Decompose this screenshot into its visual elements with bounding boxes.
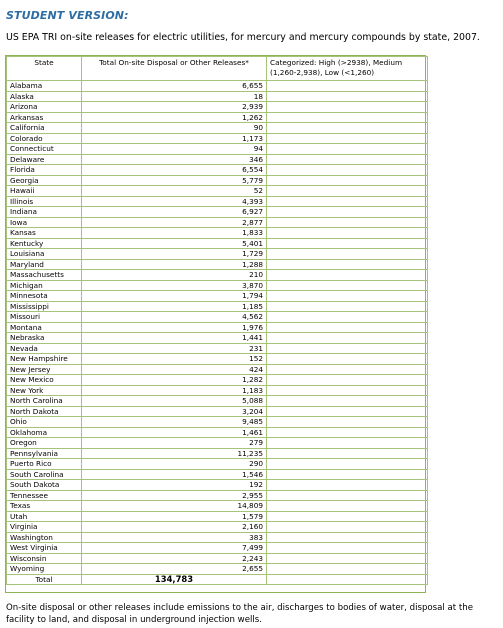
state-cell: Arizona (7, 102, 82, 113)
table-row (7, 238, 428, 249)
state-cell: Alabama (7, 81, 82, 92)
mercury-releases-table (6, 56, 428, 585)
category-cell[interactable] (267, 165, 428, 176)
release-value-cell: 1,976 (82, 322, 267, 333)
column-header-state: State (7, 57, 82, 81)
category-cell[interactable] (267, 564, 428, 575)
category-cell[interactable] (267, 217, 428, 228)
total-category-cell (267, 574, 428, 585)
category-cell[interactable] (267, 459, 428, 470)
state-cell: Pennsylvania (7, 448, 82, 459)
table-body (7, 81, 428, 585)
category-cell[interactable] (267, 91, 428, 102)
release-value-cell: 90 (82, 123, 267, 134)
release-value-cell: 1,173 (82, 133, 267, 144)
category-cell[interactable] (267, 133, 428, 144)
category-cell[interactable] (267, 532, 428, 543)
category-cell[interactable] (267, 81, 428, 92)
release-value-cell: 7,499 (82, 543, 267, 554)
table-row (7, 196, 428, 207)
state-cell: Delaware (7, 154, 82, 165)
table-row (7, 532, 428, 543)
state-cell: Massachusetts (7, 270, 82, 281)
state-cell: New Mexico (7, 375, 82, 386)
release-value-cell: 2,243 (82, 553, 267, 564)
table-row (7, 322, 428, 333)
table-row (7, 396, 428, 407)
table-row (7, 438, 428, 449)
state-cell: Wyoming (7, 564, 82, 575)
table-row (7, 175, 428, 186)
table-header-row (7, 57, 428, 81)
release-value-cell: 5,401 (82, 238, 267, 249)
state-cell: Virginia (7, 522, 82, 533)
category-cell[interactable] (267, 406, 428, 417)
release-value-cell: 14,809 (82, 501, 267, 512)
category-cell[interactable] (267, 186, 428, 197)
table-row (7, 543, 428, 554)
release-value-cell: 1,183 (82, 385, 267, 396)
category-cell[interactable] (267, 396, 428, 407)
table-row (7, 154, 428, 165)
category-cell[interactable] (267, 448, 428, 459)
state-cell: Montana (7, 322, 82, 333)
state-cell: California (7, 123, 82, 134)
state-cell: Nevada (7, 343, 82, 354)
release-value-cell: 2,877 (82, 217, 267, 228)
state-cell: Wisconsin (7, 553, 82, 564)
category-cell[interactable] (267, 259, 428, 270)
total-label: Total (7, 574, 82, 585)
release-value-cell: 424 (82, 364, 267, 375)
page-heading: STUDENT VERSION: (6, 9, 129, 22)
total-row (7, 574, 428, 585)
release-value-cell: 5,088 (82, 396, 267, 407)
state-cell: Alaska (7, 91, 82, 102)
release-value-cell: 383 (82, 532, 267, 543)
table-row (7, 417, 428, 428)
release-value-cell: 1,579 (82, 511, 267, 522)
category-cell[interactable] (267, 364, 428, 375)
table-row (7, 511, 428, 522)
category-cell[interactable] (267, 480, 428, 491)
table-row (7, 102, 428, 113)
release-value-cell: 9,485 (82, 417, 267, 428)
category-cell[interactable] (267, 354, 428, 365)
column-header-category: Categorized: High (>2938), Medium (1,260-2,938), Low (<1,260) (267, 57, 428, 81)
table-row (7, 144, 428, 155)
category-cell[interactable] (267, 196, 428, 207)
table-row (7, 364, 428, 375)
release-value-cell: 52 (82, 186, 267, 197)
release-value-cell: 1,185 (82, 301, 267, 312)
table-row (7, 375, 428, 386)
state-cell: Mississippi (7, 301, 82, 312)
table-row (7, 301, 428, 312)
table-row (7, 333, 428, 344)
release-value-cell: 6,655 (82, 81, 267, 92)
state-cell: Texas (7, 501, 82, 512)
category-cell[interactable] (267, 291, 428, 302)
category-cell[interactable] (267, 511, 428, 522)
state-cell: Colorado (7, 133, 82, 144)
state-cell: Indiana (7, 207, 82, 218)
mercury-releases-table-container (5, 55, 426, 593)
release-value-cell: 1,461 (82, 427, 267, 438)
state-cell: New Jersey (7, 364, 82, 375)
category-cell[interactable] (267, 522, 428, 533)
table-row (7, 564, 428, 575)
state-cell: Georgia (7, 175, 82, 186)
table-row (7, 186, 428, 197)
release-value-cell: 152 (82, 354, 267, 365)
state-cell: Illinois (7, 196, 82, 207)
release-value-cell: 2,955 (82, 490, 267, 501)
category-cell[interactable] (267, 102, 428, 113)
category-cell[interactable] (267, 501, 428, 512)
release-value-cell: 210 (82, 270, 267, 281)
category-cell[interactable] (267, 343, 428, 354)
release-value-cell: 2,655 (82, 564, 267, 575)
state-cell: Iowa (7, 217, 82, 228)
category-cell[interactable] (267, 312, 428, 323)
release-value-cell: 18 (82, 91, 267, 102)
release-value-cell: 4,562 (82, 312, 267, 323)
category-cell[interactable] (267, 249, 428, 260)
category-cell[interactable] (267, 427, 428, 438)
category-cell[interactable] (267, 301, 428, 312)
release-value-cell: 346 (82, 154, 267, 165)
table-row (7, 448, 428, 459)
category-cell[interactable] (267, 490, 428, 501)
release-value-cell: 1,833 (82, 228, 267, 239)
release-value-cell: 1,262 (82, 112, 267, 123)
table-row (7, 259, 428, 270)
category-cell[interactable] (267, 207, 428, 218)
release-value-cell: 1,794 (82, 291, 267, 302)
table-row (7, 480, 428, 491)
state-cell: Utah (7, 511, 82, 522)
release-value-cell: 2,939 (82, 102, 267, 113)
state-cell: New Hampshire (7, 354, 82, 365)
release-value-cell: 231 (82, 343, 267, 354)
table-row (7, 207, 428, 218)
table-row (7, 270, 428, 281)
state-cell: Nebraska (7, 333, 82, 344)
category-cell[interactable] (267, 154, 428, 165)
category-cell[interactable] (267, 112, 428, 123)
category-cell[interactable] (267, 417, 428, 428)
table-row (7, 469, 428, 480)
state-cell: Puerto Rico (7, 459, 82, 470)
table-row (7, 501, 428, 512)
state-cell: South Dakota (7, 480, 82, 491)
state-cell: North Dakota (7, 406, 82, 417)
table-row (7, 291, 428, 302)
category-cell[interactable] (267, 333, 428, 344)
release-value-cell: 1,282 (82, 375, 267, 386)
release-value-cell: 192 (82, 480, 267, 491)
release-value-cell: 6,554 (82, 165, 267, 176)
release-value-cell: 94 (82, 144, 267, 155)
release-value-cell: 6,927 (82, 207, 267, 218)
category-cell[interactable] (267, 228, 428, 239)
state-cell: Kentucky (7, 238, 82, 249)
table-row (7, 112, 428, 123)
release-value-cell: 1,729 (82, 249, 267, 260)
table-row (7, 343, 428, 354)
state-cell: New York (7, 385, 82, 396)
state-cell: South Carolina (7, 469, 82, 480)
state-cell: Maryland (7, 259, 82, 270)
category-cell[interactable] (267, 385, 428, 396)
table-row (7, 133, 428, 144)
state-cell: Missouri (7, 312, 82, 323)
state-cell: Michigan (7, 280, 82, 291)
state-cell: Arkansas (7, 112, 82, 123)
release-value-cell: 279 (82, 438, 267, 449)
table-row (7, 91, 428, 102)
table-row (7, 522, 428, 533)
category-cell[interactable] (267, 322, 428, 333)
state-cell: Louisiana (7, 249, 82, 260)
table-row (7, 81, 428, 92)
category-cell[interactable] (267, 270, 428, 281)
table-row (7, 249, 428, 260)
table-row (7, 217, 428, 228)
state-cell: Hawaii (7, 186, 82, 197)
release-value-cell: 3,870 (82, 280, 267, 291)
release-value-cell: 5,779 (82, 175, 267, 186)
category-cell[interactable] (267, 280, 428, 291)
state-cell: Minnesota (7, 291, 82, 302)
state-cell: Tennessee (7, 490, 82, 501)
table-row (7, 553, 428, 564)
state-cell: Florida (7, 165, 82, 176)
category-cell[interactable] (267, 469, 428, 480)
category-cell[interactable] (267, 553, 428, 564)
state-cell: Connecticut (7, 144, 82, 155)
table-row (7, 427, 428, 438)
release-value-cell: 1,441 (82, 333, 267, 344)
table-row (7, 385, 428, 396)
table-row (7, 354, 428, 365)
table-row (7, 459, 428, 470)
state-cell: Washington (7, 532, 82, 543)
state-cell: Oregon (7, 438, 82, 449)
table-row (7, 228, 428, 239)
category-cell[interactable] (267, 175, 428, 186)
state-cell: Ohio (7, 417, 82, 428)
release-value-cell: 11,235 (82, 448, 267, 459)
table-row (7, 490, 428, 501)
state-cell: Oklahoma (7, 427, 82, 438)
category-cell[interactable] (267, 238, 428, 249)
release-value-cell: 2,160 (82, 522, 267, 533)
release-value-cell: 1,546 (82, 469, 267, 480)
table-row (7, 406, 428, 417)
state-cell: Kansas (7, 228, 82, 239)
release-value-cell: 290 (82, 459, 267, 470)
category-cell[interactable] (267, 543, 428, 554)
table-row (7, 123, 428, 134)
state-cell: West Virginia (7, 543, 82, 554)
footnote: On-site disposal or other releases include emissions to the air, discharges to bodies of water, disposal at the facility to land, and disposal in underground injection wells. (6, 603, 473, 625)
state-cell: North Carolina (7, 396, 82, 407)
release-value-cell: 1,288 (82, 259, 267, 270)
table-row (7, 165, 428, 176)
category-cell[interactable] (267, 144, 428, 155)
table-row (7, 280, 428, 291)
column-header-total-releases: Total On-site Disposal or Other Releases* (82, 57, 267, 81)
category-cell[interactable] (267, 375, 428, 386)
category-cell[interactable] (267, 438, 428, 449)
table-row (7, 312, 428, 323)
release-value-cell: 4,393 (82, 196, 267, 207)
release-value-cell: 3,204 (82, 406, 267, 417)
total-value: 134,783 (82, 574, 267, 585)
category-cell[interactable] (267, 123, 428, 134)
table-caption: US EPA TRI on-site releases for electric utilities, for mercury and mercury compounds by state, 2007. (6, 32, 480, 43)
